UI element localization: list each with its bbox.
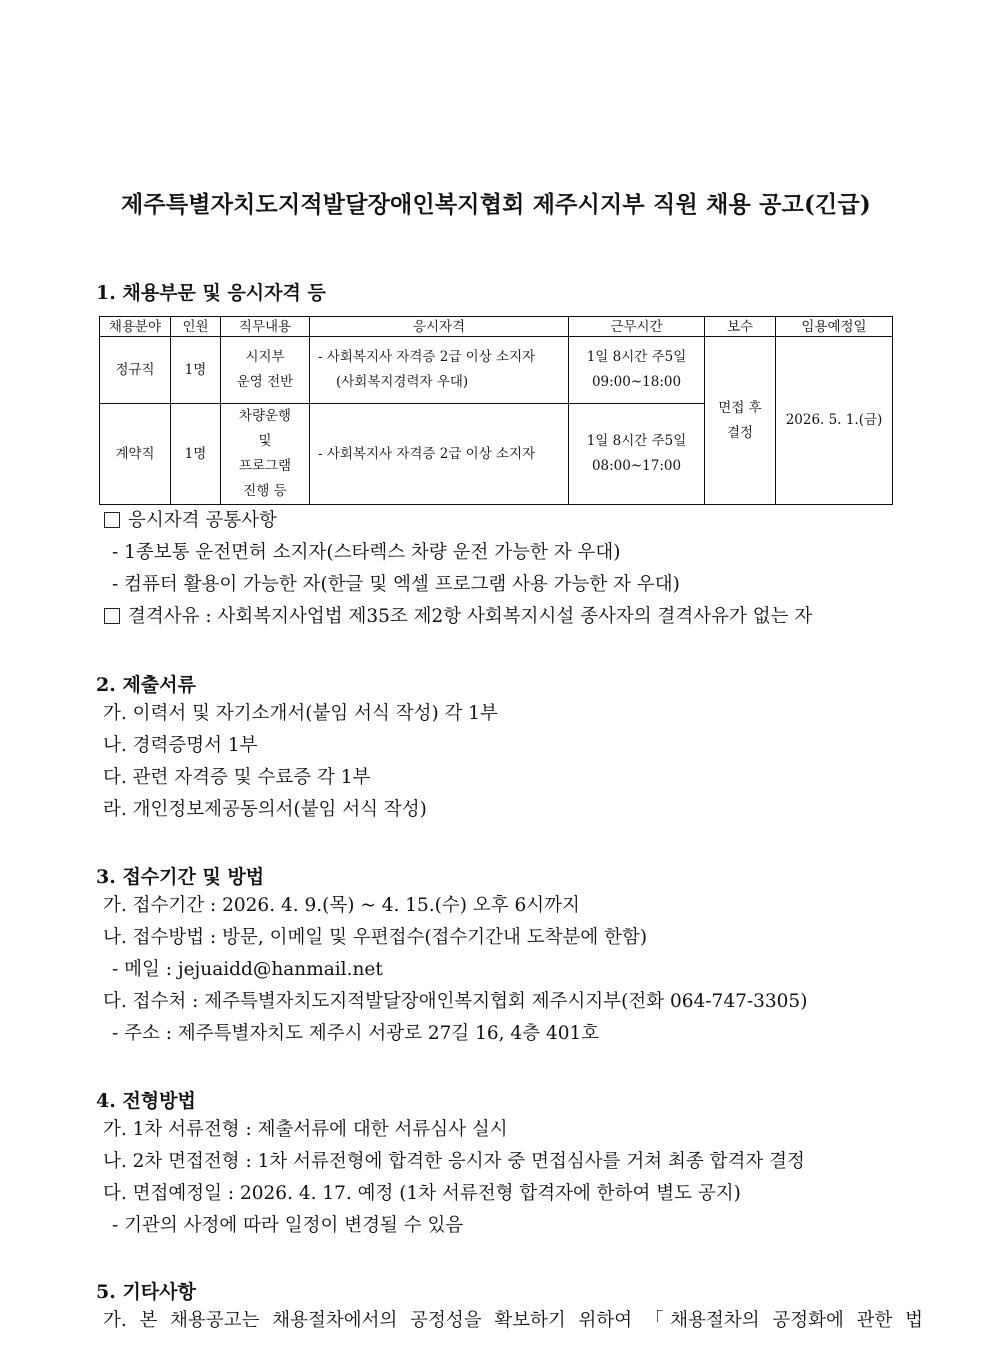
hours-line: 09:00~18:00 — [591, 374, 682, 390]
field-cell: 계약직 — [100, 404, 171, 505]
table-row — [100, 337, 893, 404]
list-item: - 주소 : 제주특별자치도 제주시 서광로 27길 16, 4층 401호 — [112, 1023, 600, 1044]
common-requirements-label — [104, 509, 277, 533]
duty-line: 차량운행 — [238, 408, 292, 424]
duty-line: 시지부 — [245, 349, 285, 365]
start-date-cell: 2026. 5. 1.(금) — [776, 337, 893, 505]
checkbox-square-icon — [104, 608, 120, 624]
qualification-cell — [310, 337, 569, 404]
common-requirement-item: - 컴퓨터 활용이 가능한 자(한글 및 엑셀 프로그램 사용 가능한 자 우대) — [112, 574, 680, 595]
table-header-cell: 채용분야 — [100, 317, 171, 337]
qualification-line: - 사회복지사 자격증 2급 이상 소지자 — [318, 349, 536, 365]
list-item: 나. 2차 면접전형 : 1차 서류전형에 합격한 응시자 중 면접심사를 거쳐 최종 합격자 결정 — [103, 1151, 805, 1172]
list-item: - 기관의 사정에 따라 일정이 변경될 수 있음 — [112, 1215, 464, 1236]
disqualification-text: 결격사유 : 사회복지사업법 제35조 제2항 사회복지시설 종사자의 결격사유가 없는 자 — [128, 606, 813, 627]
common-requirement-item: - 1종보통 운전면허 소지자(스타렉스 차량 운전 가능한 자 우대) — [112, 542, 621, 563]
table-header-cell: 임용예정일 — [776, 317, 893, 337]
section-4-heading: 4. 전형방법 — [96, 1090, 196, 1112]
table-header-cell: 보수 — [705, 317, 776, 337]
hours-cell — [569, 337, 705, 404]
checkbox-square-icon — [104, 512, 120, 528]
duty-line: 운영 전반 — [236, 374, 294, 390]
list-item: 가. 1차 서류전형 : 제출서류에 대한 서류심사 실시 — [103, 1119, 508, 1140]
section-2-heading: 2. 제출서류 — [96, 674, 196, 696]
count-cell: 1명 — [171, 404, 221, 505]
recruitment-table — [99, 316, 893, 505]
duty-line: 및 — [258, 433, 272, 449]
qualification-line: - 사회복지사 자격증 2급 이상 소지자 — [318, 445, 536, 462]
duty-cell — [221, 337, 310, 404]
duty-line: 진행 등 — [243, 483, 287, 499]
hours-line: 1일 8시간 주5일 — [586, 433, 687, 449]
duty-line: 프로그램 — [238, 458, 292, 474]
list-item: 다. 접수처 : 제주특별자치도지적발달장애인복지협회 제주시지부(전화 064-747-3305) — [103, 991, 808, 1012]
list-item: 나. 접수방법 : 방문, 이메일 및 우편접수(접수기간내 도착분에 한함) — [103, 927, 648, 948]
common-requirements-text: 응시자격 공통사항 — [128, 510, 277, 531]
qualification-line: (사회복지경력자 우대) — [336, 374, 469, 390]
section-1-heading: 1. 채용부문 및 응시자격 등 — [96, 282, 326, 304]
list-item: 가. 접수기간 : 2026. 4. 9.(목) ~ 4. 15.(수) 오후 6시까지 — [103, 895, 580, 916]
list-item: 나. 경력증명서 1부 — [103, 735, 258, 756]
document-title: 제주특별자치도지적발달장애인복지협회 제주시지부 직원 채용 공고(긴급) — [121, 191, 871, 218]
table-header-cell: 응시자격 — [310, 317, 569, 337]
hours-cell — [569, 404, 705, 505]
list-item: - 메일 : jejuaidd@hanmail.net — [112, 959, 383, 980]
table-header-cell: 직무내용 — [221, 317, 310, 337]
qualification-cell — [310, 404, 569, 505]
hours-line: 1일 8시간 주5일 — [586, 349, 687, 365]
count-cell: 1명 — [171, 337, 221, 404]
pay-line: 결정 — [726, 424, 754, 441]
field-cell: 정규직 — [100, 337, 171, 404]
list-item: 가. 이력서 및 자기소개서(붙임 서식 작성) 각 1부 — [103, 703, 498, 724]
list-item: 가. 본 채용공고는 채용절차에서의 공정성을 확보하기 위하여 「채용절차의 공정화에 관한 법 — [103, 1310, 923, 1331]
section-3-heading: 3. 접수기간 및 방법 — [96, 866, 265, 888]
list-item: 다. 관련 자격증 및 수료증 각 1부 — [103, 767, 371, 788]
pay-cell — [705, 337, 776, 505]
section-5-heading: 5. 기타사항 — [96, 1281, 196, 1303]
hours-line: 08:00~17:00 — [591, 458, 682, 474]
table-header-cell: 인원 — [171, 317, 221, 337]
pay-line: 면접 후 — [718, 399, 762, 416]
list-item: 다. 면접예정일 : 2026. 4. 17. 예정 (1차 서류전형 합격자에 한하여 별도 공지) — [103, 1183, 741, 1204]
duty-cell — [221, 404, 310, 505]
list-item: 라. 개인정보제공동의서(붙임 서식 작성) — [103, 799, 427, 820]
disqualification-line — [104, 605, 812, 629]
table-header-cell: 근무시간 — [569, 317, 705, 337]
table-header-row — [100, 317, 893, 337]
